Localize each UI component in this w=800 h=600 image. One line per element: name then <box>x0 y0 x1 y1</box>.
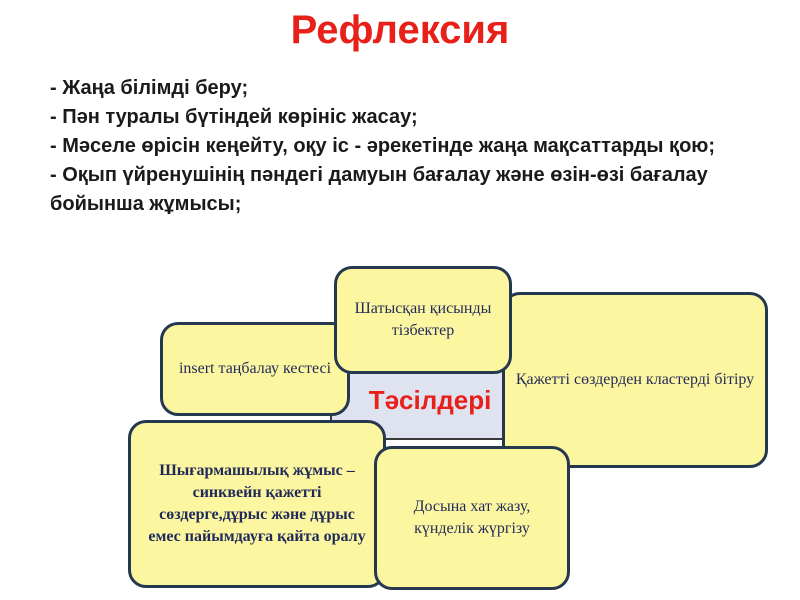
node-cluster-label: Қажетті сөздерден кластерді бітіру <box>515 371 755 388</box>
node-mixed-sequences-label: Шатысқан қисынды тізбектер <box>354 300 492 339</box>
node-letter-diary-label: Досына хат жазу, күнделік жүргізу <box>413 498 531 537</box>
node-mixed-sequences <box>334 266 512 374</box>
node-cluster <box>502 292 768 468</box>
bullet-item: - Пән туралы бүтіндей көрініс жасау; <box>50 106 418 128</box>
bullet-list <box>50 74 780 219</box>
slide-title: Рефлексия <box>290 8 510 52</box>
bullet-item: - Жаңа білімді беру; <box>50 77 249 99</box>
node-creative-work-label: Шығармашылық жұмыс – синквейн қажетті сөздерге,дұрыс және дұрыс емес пайымдауға қайта оралу <box>148 462 366 545</box>
node-creative-work <box>128 420 386 588</box>
bullet-item: - Оқып үйренушінің пәндегі дамуын бағалау және өзін-өзі бағалау бойынша жұмысы; <box>50 164 708 215</box>
bullet-item: - Мәселе өрісін кеңейту, оқу іс - әрекетінде жаңа мақсаттарды қою; <box>50 135 716 157</box>
node-letter-diary <box>374 446 570 590</box>
node-insert-table <box>160 322 350 416</box>
node-insert-label: insert таңбалау кестесі <box>178 360 332 377</box>
center-label: Тәсілдері <box>368 385 492 415</box>
